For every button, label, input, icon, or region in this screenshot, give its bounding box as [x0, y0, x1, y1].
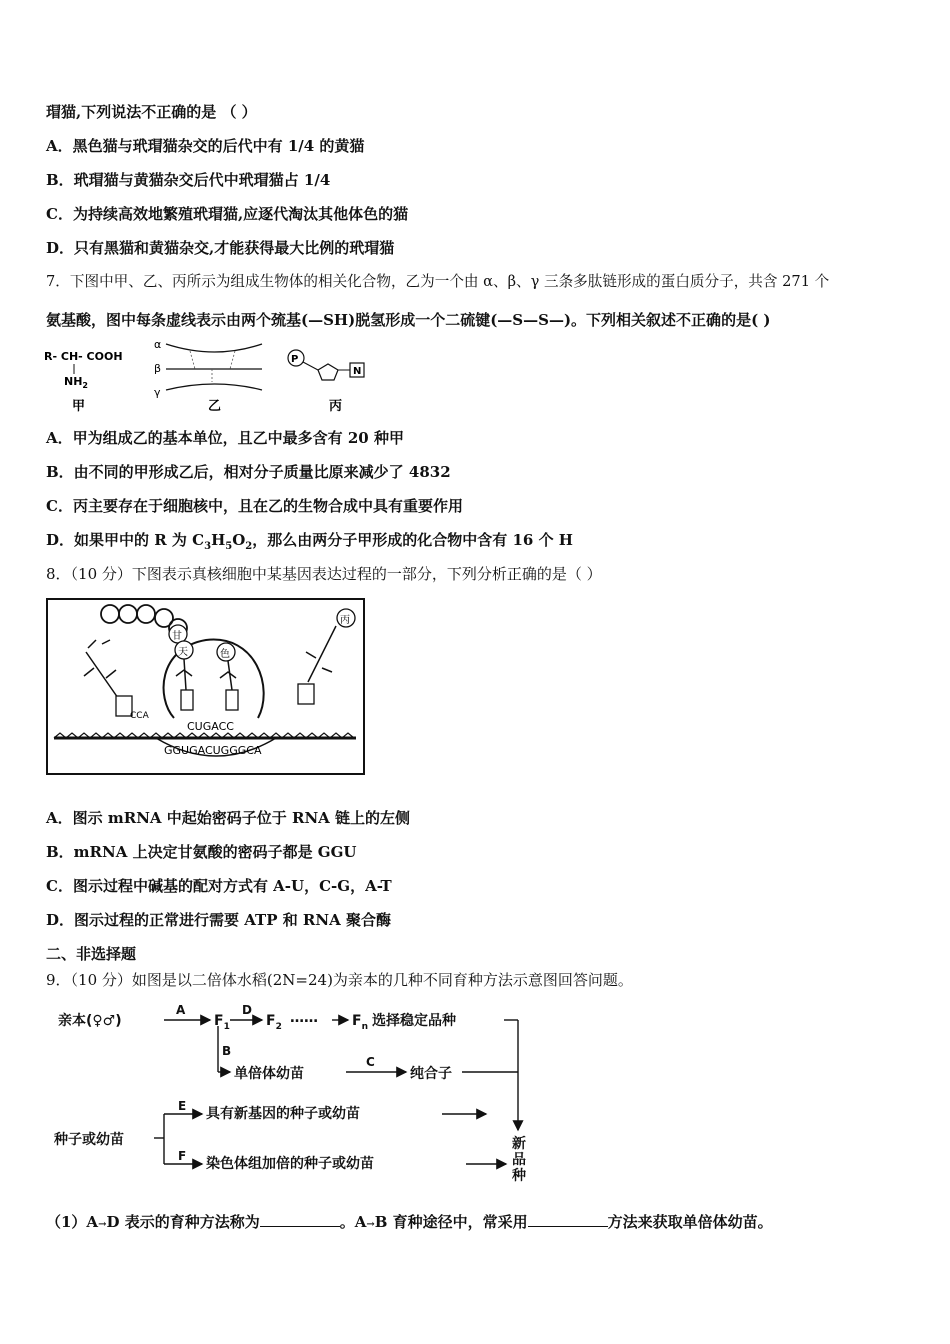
svg-text:天: 天 — [178, 647, 188, 658]
trna-gan — [169, 625, 187, 643]
new-variety-char-2: 品 — [512, 1152, 526, 1168]
fn-sub: n — [361, 1022, 368, 1032]
q6-stem-end: 瑁猫,下列说法不正确的是 （ ） — [46, 103, 257, 121]
q9-flowchart — [46, 998, 546, 1188]
q6-option-b: B．玳瑁猫与黄猫杂交后代中玳瑁猫占 1/4 — [46, 171, 331, 189]
q8-option-a: A．图示 mRNA 中起始密码子位于 RNA 链上的左侧 — [46, 809, 411, 827]
f1-label: F — [214, 1013, 224, 1029]
q7-option-a: A．甲为组成乙的基本单位，且乙中最多含有 20 种甲 — [46, 429, 404, 447]
disulfide-bond — [230, 351, 235, 369]
new-gene-label: 具有新基因的种子或幼苗 — [206, 1106, 360, 1122]
phosphate-label: P — [291, 354, 299, 365]
figure-bing — [288, 350, 364, 414]
chain-beta-label: β — [154, 362, 162, 375]
q7-option-b: B．由不同的甲形成乙后，相对分子质量比原来减少了 4832 — [46, 463, 451, 481]
svg-text:NH2 — [64, 375, 88, 390]
svg-text:甘: 甘 — [172, 631, 182, 642]
new-variety-char-3: 种 — [512, 1168, 526, 1184]
arrow-d-label: D — [242, 1003, 252, 1017]
q8-option-c: C．图示过程中碱基的配对方式有 A-U，C-G，A-T — [46, 877, 392, 895]
svg-text:Fn — [352, 1013, 368, 1032]
disulfide-bond — [190, 351, 195, 369]
q9-stem: 9．（10 分）如图是以二倍体水稻(2N=24)为亲本的几种不同育种方法示意图回答问题。 — [46, 971, 633, 989]
svg-text:色: 色 — [220, 649, 230, 660]
q7-option-c: C．丙主要存在于细胞核中，且在乙的生物合成中具有重要作用 — [46, 497, 463, 515]
parent-label: 亲本(♀♂) — [58, 1013, 122, 1029]
q7-figure — [40, 338, 380, 418]
svg-text:F1 — [214, 1013, 230, 1032]
jia-formula: R- CH- COOH — [44, 350, 123, 363]
haploid-label: 单倍体幼苗 — [234, 1066, 304, 1082]
figure-yi — [154, 338, 262, 414]
answer-blank-1[interactable] — [260, 1212, 340, 1227]
chain-alpha-label: α — [154, 338, 162, 351]
fn-label: F — [352, 1013, 362, 1029]
arrow-c-label: C — [366, 1055, 375, 1069]
jia-nh2: NH — [64, 375, 83, 388]
anticodon-cca: CCA — [130, 711, 149, 721]
arrow-a-label: A — [176, 1003, 186, 1017]
chain-gamma-label: γ — [154, 386, 161, 399]
mrna-sequence-label: GGUGACUGGGCA — [164, 744, 262, 757]
q8-stem: 8．（10 分）下图表示真核细胞中某基因表达过程的一部分，下列分析正确的是（ ） — [46, 565, 602, 583]
q6-option-c: C．为持续高效地繁殖玳瑁猫,应逐代淘汰其他体色的猫 — [46, 205, 409, 223]
svg-text:F2 — [266, 1013, 282, 1032]
q7-option-d: D．如果甲中的 R 为 $C_3H_5O_2$，那么由两分子甲形成的化合物中含有 16 个 H — [46, 531, 573, 552]
q8-option-d: D．图示过程的正常进行需要 ATP 和 RNA 聚合酶 — [46, 911, 391, 929]
dots: …… — [290, 1010, 318, 1026]
label-jia: 甲 — [72, 399, 86, 414]
arrow-b-label: B — [222, 1044, 232, 1058]
doubled-label: 染色体组加倍的种子或幼苗 — [206, 1156, 374, 1172]
f2-label: F — [266, 1013, 276, 1029]
arrow-f-label: F — [178, 1149, 187, 1163]
arrow-e-label: E — [178, 1099, 187, 1113]
answer-blank-2[interactable] — [528, 1212, 608, 1227]
chain-alpha — [166, 344, 262, 352]
q6-option-a: A．黑色猫与玳瑁猫杂交的后代中有 1/4 的黄猫 — [46, 137, 365, 155]
seed-seedling-label: 种子或幼苗 — [54, 1132, 124, 1148]
figure-jia — [44, 350, 123, 414]
homozygote-label: 纯合子 — [410, 1066, 452, 1082]
q7-stem-line2: 氨基酸，图中每条虚线表示由两个巯基(—SH)脱氢形成一个二硫键(—S—S—)。下列相关叙述不正确的是( ) — [46, 311, 771, 329]
label-yi: 乙 — [208, 399, 222, 414]
f2-sub: 2 — [275, 1022, 282, 1032]
q8-figure — [46, 598, 366, 776]
chain-gamma — [166, 384, 262, 390]
section-title: 二、非选择题 — [46, 945, 137, 963]
label-bing: 丙 — [329, 399, 343, 414]
pentose-ring — [318, 364, 338, 380]
svg-text:丙: 丙 — [340, 615, 350, 626]
q8-option-b: B．mRNA 上决定甘氨酸的密码子都是 GGU — [46, 843, 357, 861]
new-variety-char-1: 新 — [512, 1136, 526, 1152]
q7-stem-line1: 7．下图中甲、乙、丙所示为组成生物体的相关化合物，乙为一个由 α、β、γ 三条多肽链形成的蛋白质分子，共含 271 个 — [46, 273, 830, 290]
q6-option-d: D．只有黑猫和黄猫杂交,才能获得最大比例的玳瑁猫 — [46, 239, 395, 257]
q9-sub1: （1）A→D 表示的育种方法称为 。A→B 育种途径中，常采用 方法来获取单倍体幼苗。 — [46, 1213, 773, 1231]
base-label: N — [353, 366, 362, 377]
f1-sub: 1 — [223, 1022, 230, 1032]
codon-label: CUGACC — [187, 720, 234, 733]
select-stable-label: 选择稳定品种 — [372, 1013, 456, 1029]
jia-nh2-sub: 2 — [82, 381, 88, 390]
